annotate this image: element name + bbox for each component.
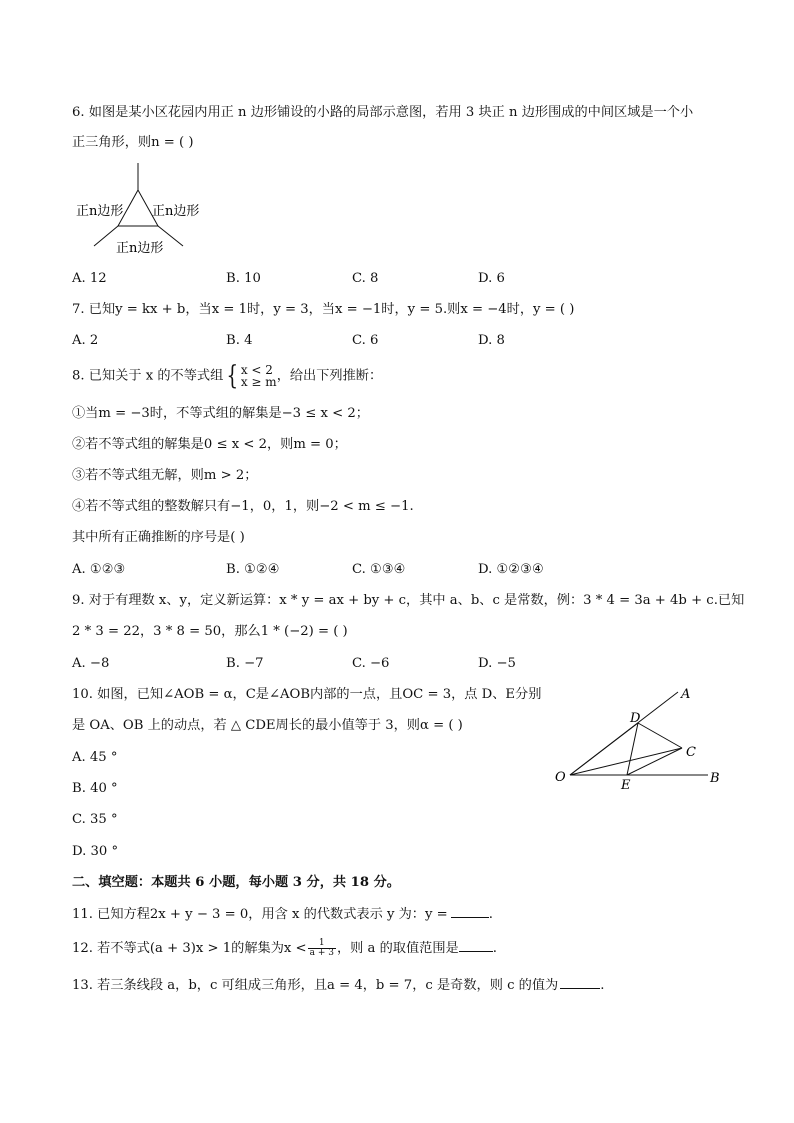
q12-answer-blank[interactable]	[459, 939, 493, 952]
q10-option-b: B. 40 °	[72, 781, 118, 796]
q12-pre: 12. 若不等式(a + 3)x > 1的解集为x <	[72, 941, 307, 956]
q11-post: .	[488, 907, 493, 922]
q13-line	[72, 976, 604, 995]
q12-numerator: 1	[308, 939, 336, 949]
q12-fraction	[308, 939, 336, 958]
q7-option-a: A. 2	[72, 333, 99, 348]
q9-line1: 9. 对于有理数 x、y，定义新运算：x * y = ax + by + c，其中 a、b、c 是常数，例：3 * 4 = 3a + 4b + c.已知	[72, 593, 745, 608]
q8-row1: x < 2	[240, 362, 273, 377]
q9-line2: 2 * 3 = 22，3 * 8 = 50，那么1 * (−2) = ( )	[72, 624, 348, 639]
q10-line1: 10. 如图，已知∠AOB = α，C是∠AOB内部的一点，且OC = 3，点 D、E分别	[72, 687, 542, 702]
q6-option-d: D. 6	[478, 271, 505, 286]
q8-system: { x < 2 x ≥ m	[226, 360, 277, 391]
q6-option-b: B. 10	[226, 271, 261, 286]
q6-left-line	[94, 226, 118, 246]
q11-answer-blank[interactable]	[451, 905, 489, 918]
q8-statement-2: ②若不等式组的解集是0 ≤ x < 2，则m = 0；	[72, 437, 347, 452]
q8-row2: x ≥ m	[240, 374, 277, 389]
q8-statement-1: ①当m = −3时，不等式组的解集是−3 ≤ x < 2；	[72, 406, 369, 421]
q9-option-c: C. −6	[352, 656, 390, 671]
q11-line	[72, 905, 493, 924]
q6-option-c: C. 8	[352, 271, 379, 286]
q13-pre: 13. 若三条线段 a，b，c 可组成三角形，且a = 4，b = 7，c 是奇数，则 c 的值为	[72, 978, 559, 993]
q8-statement-3: ③若不等式组无解，则m > 2；	[72, 468, 258, 483]
section2-heading: 二、填空题：本题共 6 小题，每小题 3 分，共 18 分。	[72, 875, 400, 890]
q7-line1: 7. 已知y = kx + b，当x = 1时，y = 3，当x = −1时，y = 5.则x = −4时，y = ( )	[72, 302, 575, 317]
q12-end: .	[492, 941, 497, 956]
q6-label-left: 正n边形	[76, 204, 124, 219]
q10-line2: 是 OA、OB 上的动点，若 △ CDE周长的最小值等于 3，则α = ( )	[72, 718, 463, 733]
q10-option-d: D. 30 °	[72, 844, 119, 859]
q6-figure	[70, 160, 210, 260]
q10-segment-de	[627, 723, 638, 775]
q12-denominator: a + 3	[309, 948, 334, 958]
q13-post: .	[600, 978, 605, 993]
q6-line2: 正三角形，则n = ( )	[72, 135, 194, 150]
q10-segment-dc	[638, 723, 682, 748]
q7-option-d: D. 8	[478, 333, 505, 348]
q8-post: ，给出下列推断：	[276, 368, 383, 384]
q8-option-a: A. ①②③	[72, 562, 126, 577]
q8-statement-4: ④若不等式组的整数解只有−1，0，1，则−2 < m ≤ −1.	[72, 499, 414, 514]
q9-option-a: A. −8	[72, 656, 110, 671]
q10-label-c: C	[686, 745, 696, 760]
q10-label-e: E	[621, 778, 631, 793]
q10-label-d: D	[630, 711, 641, 726]
q10-figure	[550, 682, 730, 794]
q8-line1	[72, 362, 382, 391]
q10-label-o: O	[555, 770, 566, 785]
q12-line	[72, 938, 497, 960]
q10-option-a: A. 45 °	[72, 750, 118, 765]
q12-post: ，则 a 的取值范围是	[336, 941, 459, 956]
q11-pre: 11. 已知方程2x + y − 3 = 0，用含 x 的代数式表示 y 为：y =	[72, 907, 448, 922]
q13-answer-blank[interactable]	[560, 976, 600, 989]
q6-label-right: 正n边形	[152, 204, 200, 219]
q7-option-b: B. 4	[226, 333, 253, 348]
q9-option-b: B. −7	[226, 656, 264, 671]
q7-option-c: C. 6	[352, 333, 379, 348]
q6-line1: 6. 如图是某小区花园内用正 n 边形铺设的小路的局部示意图，若用 3 块正 n 边形围成的中间区域是一个小	[72, 105, 694, 120]
q8-option-b: B. ①②④	[226, 562, 280, 577]
q8-option-d: D. ①②③④	[478, 562, 544, 577]
q8-pre: 8. 已知关于 x 的不等式组	[72, 368, 224, 384]
q6-option-a: A. 12	[72, 271, 107, 286]
q10-label-a: A	[681, 687, 691, 702]
q9-option-d: D. −5	[478, 656, 516, 671]
q10-label-b: B	[710, 771, 720, 786]
q8-option-c: C. ①③④	[352, 562, 406, 577]
q8-ask: 其中所有正确推断的序号是( )	[72, 530, 245, 545]
q10-segment-ec	[627, 748, 682, 775]
q10-option-c: C. 35 °	[72, 812, 118, 827]
q6-label-bottom: 正n边形	[116, 241, 164, 256]
